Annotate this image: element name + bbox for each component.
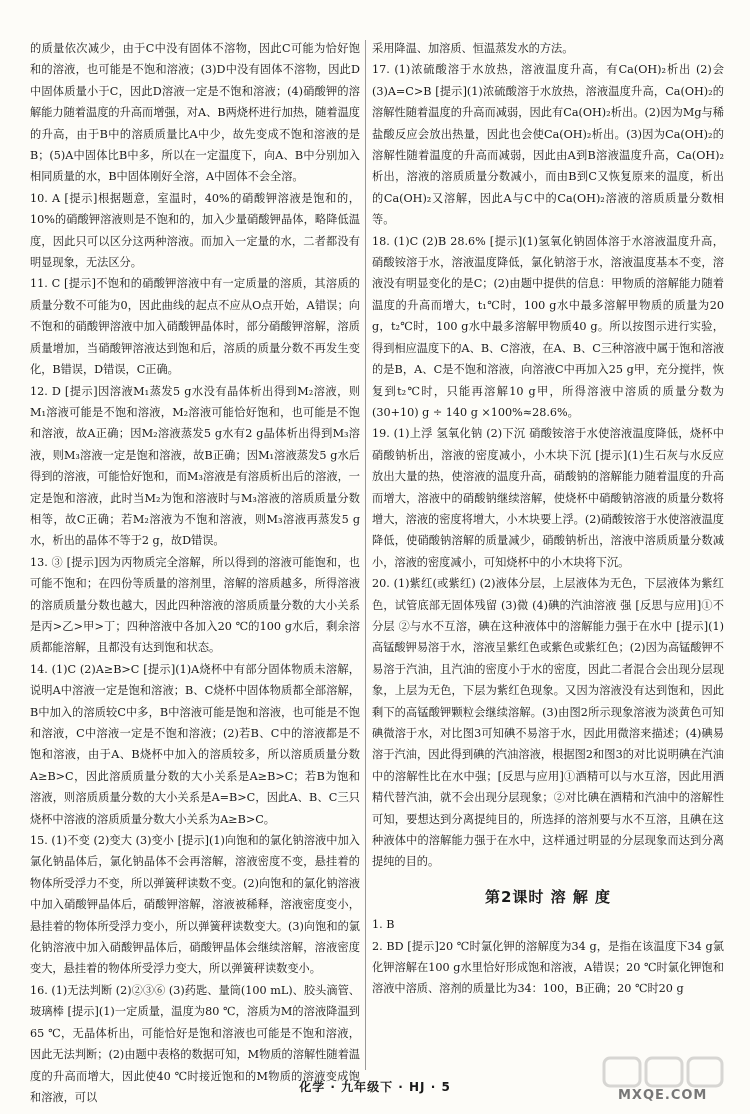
right-column [372, 38, 724, 1000]
answer-16: 16. (1)无法判断 (2)②③⑥ (3)药匙、量筒(100 mL)、胶头滴管、玻璃棒 [提示](1)一定质量，温度为80 ℃，溶质为M的溶液降温到65 ℃，无晶体析出，可能恰好是饱和溶液也可能是不饱和溶液，因此无法判断；(2)由题中表格的数据可知，M物质的溶解性随着温度的升高而增大，因此使40 ℃时接近饱和的M物质的溶液变成饱和溶液，可以 [30, 983, 360, 1104]
page-footer: 化学 · 九年级下 · HJ · 5 [299, 1080, 451, 1094]
answer-15: 15. (1)不变 (2)变大 (3)变小 [提示](1)向饱和的氯化钠溶液中加入氯化钠晶体后，氯化钠晶体不会再溶解，溶液密度不变，悬挂着的物体所受浮力不变，所以弹簧秤读数不变。(2)向饱和的氯化钠溶液中加入硝酸钾晶体后，硝酸钾溶解，溶液被稀释，溶液密度变小，悬挂着的物体所受浮力变小，所以弹簧秤读数变大。(3)向饱和的氯化钠溶液中加入硝酸钾晶体后，硝酸钾晶体会继续溶解，溶液密度变大，悬挂着的物体所受浮力变大，所以弹簧秤读数变小。 [30, 834, 360, 976]
answer-19: 19. (1)上浮 氢氧化钠 (2)下沉 硝酸铵溶于水使溶液温度降低，烧杯中硝酸钠析出，溶液的密度减小，小木块下沉 [提示](1)生石灰与水反应放出大量的热，使溶液的温度升高，硝酸钠的溶解能力随着温度的升高而增大，溶液中的硝酸钠继续溶解，使烧杯中硝酸钠溶液的质量分数将增大，溶液的密度将增大，小木块要上浮。(2)硝酸铵溶于水使溶液温度降低，使硝酸钠溶解的质量减少，硝酸钠析出，溶液中溶质质量分数减小，溶液的密度减小，可知烧杯中的小木块将下沉。 [372, 427, 724, 569]
answer-10: 10. A [提示]根据题意，室温时，40%的硝酸钾溶液是饱和的，10%的硝酸钾溶液则是不饱和的，加入少量硝酸钾晶体，略降低温度，因此只可以区分这两种溶液。而加入一定量的水，二者都没有明显现象，无法区分。 [30, 191, 360, 270]
watermark-text: MXQE.COM [618, 1088, 708, 1103]
answer-18: 18. (1)C (2)B 28.6% [提示](1)氢氧化钠固体溶于水溶液温度升高，硝酸铵溶于水，溶液温度降低，氯化钠溶于水，溶液温度基本不变，溶液没有明显变化的是C；(2)由题中提供的信息：甲物质的溶解能力随着温度的升高而增大，t₁℃时，100 g水中最多溶解甲物质的质量为20 g，t₂℃时，100 g水中最多溶解甲物质40 g。所以按图示进行实验，得到相应温度下的A、B、C溶液，在A、B、C三种溶液中属于饱和溶液的是B，A、C是不饱和溶液，向溶液C中再加入25 g甲，充分搅拌，恢复到t₂℃时，只能再溶解10 g甲，所得溶液中溶质的质量分数为 (30+10) g ÷ 140 g ×100%≈28.6%。 [372, 234, 724, 419]
left-column [30, 38, 360, 1108]
answer-14: 14. (1)C (2)A≥B>C [提示](1)A烧杯中有部分固体物质未溶解，说明A中溶液一定是饱和溶液；B、C烧杯中固体物质都全部溶解，B中加入的溶质较C中多，B中溶液可能是饱和溶液，也可能是不饱和溶液，C中溶液一定是不饱和溶液；(2)若B、C中的溶液都是不饱和溶液，由于A、B烧杯中加入的溶质较多，所以溶质质量分数A≥B>C，因此溶质质量分数的大小关系是A≥B>C；若B为饱和溶液，则溶质质量分数的大小关系是A=B>C，因此A、B、C三只烧杯中溶液的溶质质量分数大小关系为A≥B>C。 [30, 662, 360, 826]
section-title: 第2课时 溶 解 度 [484, 887, 612, 906]
answer-11: 11. C [提示]不饱和的硝酸钾溶液中有一定质量的溶质，其溶质的质量分数不可能为0，因此曲线的起点不应从O点开始，A错误；向不饱和的硝酸钾溶液中加入硝酸钾晶体时，部分硝酸钾溶解，溶质质量增加，当硝酸钾溶液达到饱和后，溶质的质量分数不再发生变化，B错误，D错误，C正确。 [30, 277, 360, 377]
answer-20: 20. (1)紫红(或紫红) (2)液体分层，上层液体为无色，下层液体为紫红色，试管底部无固体残留 (3)微 (4)碘的汽油溶液 强 [反思与应用]①不分层 ②与水不互溶，碘在这种液体中的溶解能力强于在水中 [提示](1)高锰酸钾易溶于水，溶液呈紫红色或紫色或紫红色；(2)因为高锰酸钾不易溶于汽油，且汽油的密度小于水的密度，因此二者混合会出现分层现象，上层为无色，下层为紫红色现象。又因为溶液没有达到饱和，因此剩下的高锰酸钾颗粒会继续溶解。(3)由图2所示现象溶液为淡黄色可知碘微溶于水，对比图3可知碘不易溶于水，因此用微溶来描述；(4)碘易溶于汽油，因此得到碘的汽油溶液，根据图2和图3的对比说明碘在汽油中的溶解性比在水中强；[反思与应用]①酒精可以与水互溶，因此用酒精代替汽油，就不会出现分层现象；②对比碘在酒精和汽油中的溶解性可知，要想达到分离提纯目的，所选择的溶剂要与水不互溶，且碘在这种液体中的溶解能力强于在水中，这样通过明显的分层现象而达到分离提纯的目的。 [372, 577, 724, 869]
answer-16-continued: 采用降温、加溶质、恒温蒸发水的方法。 [372, 42, 574, 55]
answer-12: 12. D [提示]因溶液M₁蒸发5 g水没有晶体析出得到M₂溶液，则M₁溶液可能是不饱和溶液，M₂溶液可能恰好饱和，也可能是不饱和溶液，故A正确；因M₂溶液蒸发5 g水有2 g晶体析出得到M₃溶液，则M₃溶液一定是饱和溶液，故B正确；因M₁溶液蒸发5 g水后得到的溶液，可能恰好饱和，而M₃溶液是有溶质析出后的溶液，一定是饱和溶液，此时当M₂为饱和溶液时与M₃溶液的溶质质量分数相等，故C正确；若M₂溶液为不饱和溶液，则M₃溶液再蒸发5 g水，析出的晶体不等于2 g，故D错误。 [30, 384, 360, 548]
answer-9-continued: 的质量依次减少，由于C中没有固体不溶物，因此C可能为恰好饱和的溶液，也可能是不饱和溶液；(3)D中没有固体不溶物，因此D中固体质量小于C，因此D溶液一定是不饱和溶液；(4)硝酸钾的溶解能力随着温度的升高而增强，对A、B两烧杯进行加热，随着温度的升高，由于B中的溶质质量比A中少，故先变成不饱和溶液的是B；(5)A中固体比B中多，所以在一定温度下，向A、B中分别加入相同质量的水，B中固体刚好全溶，A中固体不会全溶。 [30, 42, 360, 184]
section-answer-1: 1. B [372, 918, 395, 932]
column-divider [365, 40, 366, 1070]
section-answer-2: 2. BD [提示]20 ℃时氯化钾的溶解度为34 g，是指在该温度下34 g氯化钾溶解在100 g水里恰好形成饱和溶液，A错误；20 ℃时氯化钾饱和溶液中溶质、溶剂的质量比为34：100，B正确；20 ℃时20 g [372, 939, 724, 996]
answer-17: 17. (1)浓硫酸溶于水放热，溶液温度升高，有Ca(OH)₂析出 (2)会 (3)A=C>B [提示](1)浓硫酸溶于水放热，溶液温度升高，Ca(OH)₂的溶解性随着温度的升高而减弱，因此有Ca(OH)₂析出。(2)因为Mg与稀盐酸反应会放出热量，因此也会使Ca(OH)₂析出。(3)因为Ca(OH)₂的溶解性随着温度的升高而减弱，因此由A到B溶液温度升高，Ca(OH)₂析出，溶液的溶质质量分数减小，而由B到C又恢复原来的温度，析出的Ca(OH)₂又溶解，因此A与C中的Ca(OH)₂溶液的溶质质量分数相等。 [372, 63, 724, 227]
answer-13: 13. ③ [提示]因为丙物质完全溶解，所以得到的溶液可能饱和，也可能不饱和；在四份等质量的溶剂里，溶解的溶质越多，所得溶液的溶质质量分数也越大，因此四种溶液的溶质质量分数的大小关系是丙>乙>甲>丁；四种溶液中各加入20 ℃的100 g水后，剩余溶质都能溶解，且都没有达到饱和状态。 [30, 555, 360, 655]
